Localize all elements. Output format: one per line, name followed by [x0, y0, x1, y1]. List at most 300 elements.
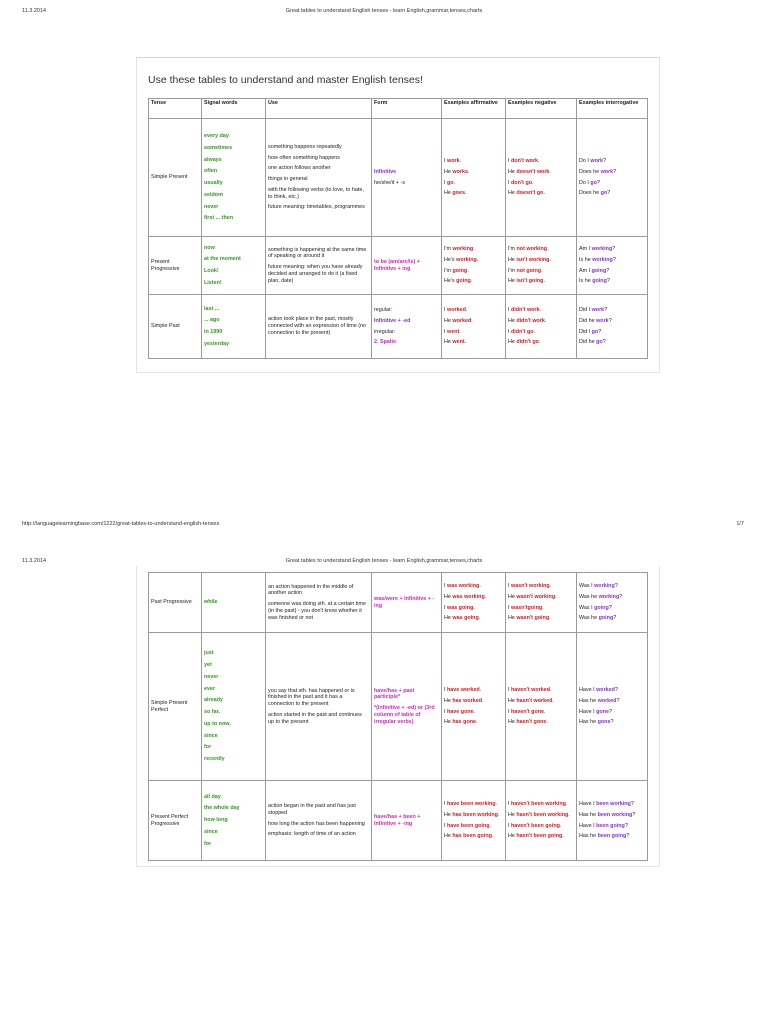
punctuation: . — [550, 687, 552, 693]
subject: He — [508, 317, 517, 324]
subject: Has he — [579, 697, 598, 704]
punctuation: ? — [619, 593, 623, 600]
tense-name: Past Progressive — [149, 573, 202, 633]
subject: Does he — [579, 190, 601, 197]
example-affirmative — [444, 244, 503, 255]
use-cell — [266, 573, 372, 633]
example-affirmative — [444, 276, 503, 287]
form-cell — [372, 237, 442, 295]
punctuation: . — [473, 604, 475, 611]
subject: I — [508, 822, 511, 829]
subject: I — [508, 708, 511, 715]
example-affirmative — [444, 696, 503, 707]
punctuation: . — [495, 801, 498, 807]
punctuation: ? — [613, 168, 617, 175]
subject: Am I — [579, 267, 592, 274]
example-interrogative — [579, 178, 645, 189]
example-negative — [508, 156, 574, 167]
column-header: Signal words — [202, 99, 266, 119]
subject: Have I — [579, 708, 597, 715]
punctuation: . — [544, 317, 547, 324]
example-interrogative — [579, 696, 645, 707]
subject: He — [444, 833, 453, 840]
verb: didn't go — [516, 339, 539, 346]
verb: went — [447, 328, 460, 335]
use-text: an action happened in the middle of another action — [268, 583, 354, 597]
example-interrogative-cell — [577, 781, 648, 861]
punctuation: . — [546, 719, 548, 726]
example-interrogative — [579, 255, 645, 266]
punctuation: . — [549, 615, 551, 622]
signal-word: already — [204, 697, 223, 704]
example-negative — [508, 276, 574, 287]
use-text: how often something happens — [268, 154, 340, 161]
example-affirmative — [444, 167, 503, 178]
verb: working — [456, 256, 477, 263]
column-header: Examples affirmative — [442, 99, 506, 119]
punctuation: . — [478, 615, 481, 622]
tense-name: Simple Past — [149, 295, 202, 359]
verb: go — [590, 179, 597, 186]
signal-word: the whole day — [204, 805, 240, 812]
example-interrogative — [579, 685, 645, 696]
table-row — [149, 237, 648, 295]
verb: go — [596, 339, 603, 346]
verb: don't go — [511, 179, 533, 186]
verb: wasn't going — [516, 615, 550, 622]
tenses-table-page1 — [148, 98, 648, 359]
use-text: future meaning: when you have already decided and arranged to do it (a fixed plan, date) — [268, 264, 363, 284]
example-negative — [508, 696, 574, 707]
signal-word: first ... then — [204, 215, 234, 222]
use-text: action took place in the past, mostly connected with an expression of time (no connection to the present) — [268, 316, 366, 336]
verb: was working — [447, 583, 480, 589]
subject: I — [508, 583, 511, 589]
subject: I'm — [508, 267, 517, 274]
use-cell — [266, 633, 372, 781]
punctuation: ? — [626, 833, 630, 840]
verb: was working — [452, 593, 485, 600]
example-interrogative-cell — [577, 119, 648, 237]
punctuation: . — [562, 833, 564, 840]
example-negative-cell — [506, 237, 577, 295]
punctuation: . — [479, 687, 482, 693]
verb: going — [594, 604, 609, 611]
subject: Did I — [579, 328, 592, 335]
print-title: Great tables to understand English tenses - learn English,grammar,tenses,charts — [285, 558, 483, 564]
subject: I — [508, 328, 511, 335]
punctuation: . — [489, 822, 492, 829]
subject: I — [444, 708, 447, 715]
example-interrogative — [579, 717, 645, 728]
table-header-row — [149, 99, 648, 119]
use-text: something happens repeatedly — [268, 143, 342, 150]
example-interrogative — [579, 276, 645, 287]
column-header: Examples negative — [506, 99, 577, 119]
subject: I'm — [444, 246, 453, 252]
example-negative — [508, 603, 574, 614]
form-text: Infinitive + -ed — [374, 317, 411, 324]
use-text: how long the action has been happening — [268, 820, 365, 827]
page-heading: Use these tables to understand and master English tenses! — [148, 74, 423, 86]
signal-words-cell — [202, 633, 266, 781]
punctuation: ? — [604, 307, 608, 313]
example-interrogative — [579, 327, 645, 338]
verb: been going — [597, 833, 627, 840]
column-header: Tense — [149, 99, 202, 119]
subject: I — [444, 583, 447, 589]
subject: Have I — [579, 801, 597, 807]
example-affirmative — [444, 581, 503, 592]
verb: went — [452, 339, 465, 346]
example-affirmative — [444, 810, 503, 821]
example-interrogative — [579, 266, 645, 277]
verb: worked — [597, 697, 617, 704]
verb: has been working — [452, 811, 498, 818]
table-row — [149, 573, 648, 633]
column-header: Use — [266, 99, 372, 119]
punctuation: . — [547, 246, 549, 252]
subject: I'm — [508, 246, 517, 252]
punctuation: . — [484, 593, 487, 600]
form-cell — [372, 295, 442, 359]
example-affirmative — [444, 255, 503, 266]
example-negative — [508, 327, 574, 338]
form-cell — [372, 633, 442, 781]
example-interrogative-cell — [577, 237, 648, 295]
example-negative — [508, 831, 574, 842]
verb: been working — [596, 801, 631, 807]
use-text: someone was doing sth. at a certain time (in the past) - you don't know whether it was finished or not — [268, 601, 366, 621]
punctuation: ? — [630, 801, 634, 807]
verb: work — [596, 317, 609, 324]
punctuation: . — [476, 719, 478, 726]
signal-word: always — [204, 156, 222, 163]
example-negative — [508, 592, 574, 603]
punctuation: ? — [608, 708, 612, 715]
example-interrogative — [579, 156, 645, 167]
subject: I — [444, 179, 447, 186]
verb: go — [591, 328, 599, 335]
example-negative — [508, 244, 574, 255]
subject: I — [508, 801, 511, 807]
punctuation: ? — [612, 246, 616, 252]
verb: gone — [596, 708, 609, 715]
verb: work — [600, 168, 614, 175]
subject: He — [508, 593, 517, 600]
example-interrogative — [579, 603, 645, 614]
example-affirmative — [444, 592, 503, 603]
subject: I — [444, 801, 447, 807]
verb: wasn't working — [511, 583, 550, 589]
use-text: you say that sth. has happened or is finished in the past and it has a connection to the present — [268, 687, 355, 708]
example-interrogative — [579, 810, 645, 821]
example-affirmative — [444, 156, 503, 167]
use-text: action started in the past and continues up to the present — [268, 711, 362, 725]
punctuation: . — [549, 256, 551, 263]
example-affirmative-cell — [442, 573, 506, 633]
punctuation: ? — [608, 317, 612, 324]
example-affirmative — [444, 327, 503, 338]
verb: doesn't work — [516, 168, 550, 175]
form-cell — [372, 573, 442, 633]
verb: going — [456, 278, 471, 285]
punctuation: . — [464, 339, 467, 346]
use-text: emphasis: length of time of an action — [268, 831, 356, 838]
signal-words-cell — [202, 573, 266, 633]
example-affirmative — [444, 603, 503, 614]
verb: not going — [516, 267, 542, 274]
subject: He — [444, 811, 453, 818]
tense-name: Simple Present Perfect — [149, 633, 202, 781]
punctuation: . — [453, 179, 456, 186]
punctuation: . — [552, 697, 554, 704]
tenses-table-page2 — [148, 572, 648, 861]
punctuation: . — [470, 278, 473, 285]
subject: I — [444, 604, 447, 611]
use-text: action began in the past and has just stopped — [268, 803, 356, 816]
example-interrogative — [579, 581, 645, 592]
page-url: http://languagelearningbase.com/1222/great-tables-to-understand-english-tenses — [22, 521, 220, 527]
subject: He — [444, 697, 453, 704]
signal-word: yesterday — [204, 340, 230, 347]
verb: wasn'tgoing — [511, 604, 543, 611]
form-cell — [372, 119, 442, 237]
use-cell — [266, 295, 372, 359]
print-title: Great tables to understand English tenses - learn English,grammar,tenses,charts — [285, 8, 483, 14]
use-text: something is happening at the same time of speaking or around it — [268, 246, 367, 260]
form-cell — [372, 781, 442, 861]
tense-name: Present Perfect Progressive — [149, 781, 202, 861]
subject: I — [508, 604, 511, 611]
form-text: was/were + Infinitive + -ing — [374, 595, 435, 609]
example-affirmative-cell — [442, 633, 506, 781]
example-affirmative — [444, 337, 503, 348]
signal-words-cell — [202, 295, 266, 359]
subject: I — [508, 307, 511, 313]
form-text: *(infinitive + -ed) or (3rd column of table of irregular verbs) — [374, 705, 435, 725]
example-affirmative — [444, 799, 503, 810]
punctuation: . — [544, 708, 546, 715]
verb: haven't been going — [511, 822, 560, 829]
subject: Was I — [579, 583, 595, 589]
punctuation: . — [541, 267, 543, 274]
example-negative-cell — [506, 633, 577, 781]
punctuation: . — [559, 822, 562, 829]
form-text: regular: — [374, 307, 393, 313]
example-affirmative — [444, 707, 503, 718]
signal-word: while — [204, 599, 218, 606]
punctuation: ? — [610, 719, 614, 726]
verb: haven't worked — [511, 687, 551, 693]
verb: wasn't working — [516, 593, 556, 600]
example-negative — [508, 255, 574, 266]
verb: working — [591, 246, 613, 252]
example-negative — [508, 613, 574, 624]
signal-word: Listen! — [204, 279, 222, 286]
use-text: things in general — [268, 176, 308, 183]
verb: have gone — [447, 708, 474, 715]
form-text: have/has + past participle* — [374, 687, 415, 701]
punctuation: ? — [602, 339, 606, 346]
example-negative — [508, 337, 574, 348]
verb: hasn't worked — [516, 697, 553, 704]
punctuation: ? — [606, 267, 610, 274]
use-cell — [266, 119, 372, 237]
example-negative — [508, 821, 574, 832]
subject: Did I — [579, 307, 592, 313]
example-interrogative — [579, 188, 645, 199]
subject: Am I — [579, 246, 592, 252]
subject: Has he — [579, 719, 598, 726]
subject: Is he — [579, 278, 593, 285]
example-negative-cell — [506, 573, 577, 633]
punctuation: . — [482, 697, 484, 704]
verb: hasn't been working — [516, 811, 569, 818]
signal-word: sometimes — [204, 144, 233, 151]
signal-word: usually — [204, 180, 223, 186]
example-affirmative — [444, 305, 503, 316]
subject: He — [508, 811, 517, 818]
verb: has gone — [452, 719, 477, 726]
subject: Did he — [579, 339, 597, 346]
signal-word: just — [204, 650, 214, 657]
table-row — [149, 119, 648, 237]
subject: He — [508, 615, 517, 622]
example-interrogative — [579, 707, 645, 718]
signal-word: last ... — [204, 305, 220, 312]
print-date: 11.3.2014 — [22, 558, 47, 564]
subject: Is he — [579, 256, 593, 263]
punctuation: . — [464, 190, 467, 197]
example-negative — [508, 810, 574, 821]
punctuation: . — [467, 267, 469, 274]
example-affirmative-cell — [442, 295, 506, 359]
verb: isn't working — [516, 256, 550, 263]
signal-word: since — [204, 732, 218, 739]
punctuation: . — [465, 307, 468, 313]
signal-word: ... ago — [204, 317, 220, 324]
example-interrogative — [579, 613, 645, 624]
verb: work — [590, 158, 603, 164]
subject: He — [444, 593, 453, 600]
punctuation: ? — [602, 158, 606, 164]
example-negative — [508, 167, 574, 178]
signal-word: often — [204, 168, 218, 175]
verb: been going — [596, 822, 625, 829]
punctuation: . — [476, 256, 479, 263]
verb: haven't gone — [511, 708, 545, 715]
table-row — [149, 633, 648, 781]
verb: been working — [597, 811, 633, 818]
subject: I — [444, 687, 447, 693]
example-interrogative — [579, 831, 645, 842]
example-negative — [508, 305, 574, 316]
subject: He — [444, 339, 453, 346]
verb: has worked — [452, 697, 483, 704]
example-negative — [508, 188, 574, 199]
example-interrogative-cell — [577, 573, 648, 633]
example-affirmative-cell — [442, 119, 506, 237]
verb: have been working — [447, 801, 496, 807]
verb: was going — [452, 615, 479, 622]
signal-word: Look! — [204, 268, 219, 274]
page-number: 1/7 — [736, 521, 744, 527]
form-text: he/she/it + -s — [374, 179, 406, 186]
subject: Do I — [579, 158, 591, 164]
example-interrogative — [579, 821, 645, 832]
punctuation: . — [539, 307, 542, 313]
punctuation: . — [565, 801, 568, 807]
table-row — [149, 295, 648, 359]
use-cell — [266, 781, 372, 861]
verb: haven't been working — [511, 801, 566, 807]
use-cell — [266, 237, 372, 295]
punctuation: . — [479, 583, 481, 589]
example-negative — [508, 266, 574, 277]
example-affirmative — [444, 316, 503, 327]
verb: worked — [452, 317, 472, 324]
signal-word: so far, — [204, 709, 220, 715]
example-interrogative — [579, 244, 645, 255]
signal-word: for — [204, 744, 212, 751]
punctuation: ? — [612, 256, 616, 263]
verb: have worked — [447, 687, 480, 693]
example-interrogative — [579, 167, 645, 178]
form-text: Infinitive — [374, 168, 397, 175]
punctuation: . — [467, 168, 470, 175]
subject: He — [508, 256, 517, 263]
example-affirmative — [444, 188, 503, 199]
verb: worked — [447, 307, 466, 313]
example-negative-cell — [506, 781, 577, 861]
verb: doesn't go — [516, 190, 544, 197]
punctuation: . — [533, 328, 536, 335]
subject: Has he — [579, 811, 598, 818]
signal-word: how long — [204, 817, 228, 824]
example-negative-cell — [506, 119, 577, 237]
subject: He — [508, 168, 517, 175]
signal-word: since — [204, 828, 218, 835]
verb: don't work — [511, 158, 539, 164]
table-row — [149, 781, 648, 861]
subject: I — [444, 328, 447, 335]
example-negative — [508, 178, 574, 189]
subject: I — [444, 307, 447, 313]
verb: didn't work — [511, 307, 540, 313]
verb: didn't work — [516, 317, 545, 324]
punctuation: . — [549, 583, 552, 589]
punctuation: . — [459, 328, 461, 335]
punctuation: . — [555, 593, 557, 600]
punctuation: ? — [596, 179, 600, 186]
punctuation: . — [543, 190, 545, 197]
example-affirmative — [444, 831, 503, 842]
subject: He — [444, 168, 453, 175]
signal-word: seldom — [204, 191, 223, 198]
signal-words-cell — [202, 781, 266, 861]
subject: Do I — [579, 179, 591, 186]
example-negative — [508, 707, 574, 718]
punctuation: ? — [598, 328, 602, 335]
example-affirmative-cell — [442, 237, 506, 295]
punctuation: . — [538, 158, 540, 164]
verb: working — [594, 583, 615, 589]
verb: go — [600, 190, 608, 197]
signal-word: every day — [204, 133, 229, 139]
signal-word: yet — [204, 662, 212, 668]
punctuation: . — [497, 811, 500, 818]
